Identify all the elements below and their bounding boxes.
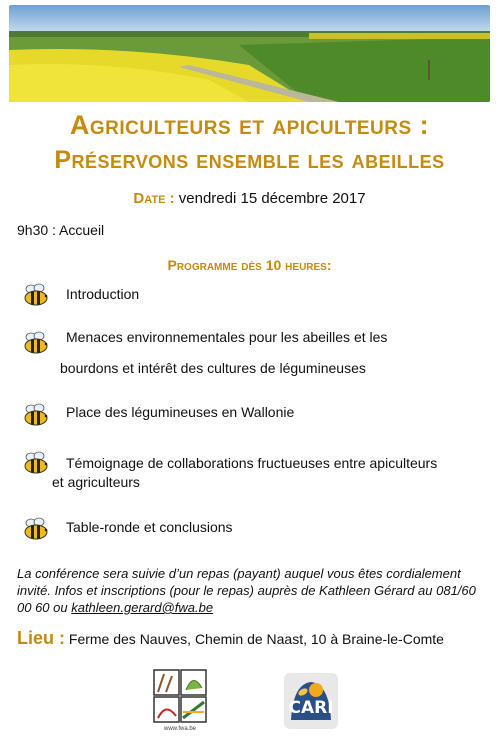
programme-item-3: Place des légumineuses en Wallonie <box>66 404 295 420</box>
bee-icon <box>22 451 50 475</box>
title-line-1: Agriculteurs et apiculteurs : <box>69 110 430 140</box>
contact-email-link[interactable]: kathleen.gerard@fwa.be <box>71 600 214 615</box>
title-line-2: Préservons ensemble les abeilles <box>54 146 445 174</box>
venue-label: Lieu : <box>17 628 65 648</box>
venue <box>17 628 444 649</box>
note-text: La conférence sera suivie d’un repas (payant) auquel vous êtes cordialement invité. Infos et inscriptions (pour le repas) auprès de Kathleen Gérard au 081/60 00 60 ou <box>17 566 476 615</box>
cari-text: CARI <box>288 698 334 718</box>
date-value: vendredi 15 décembre 2017 <box>178 190 366 207</box>
header-photo <box>9 5 490 102</box>
bee-icon <box>22 283 50 307</box>
cari-logo <box>283 672 339 730</box>
programme-heading: Programme dès 10 heures: <box>167 257 332 273</box>
programme-item-2-line2: bourdons et intérêt des cultures de légumineuses <box>60 360 366 376</box>
accueil-time: 9h30 : Accueil <box>17 222 105 238</box>
programme-item-4-line2: et agriculteurs <box>52 474 140 490</box>
registration-note <box>17 565 487 616</box>
programme-item-2-line1: Menaces environnementales pour les abeilles et les <box>66 329 388 345</box>
bee-icon <box>22 331 50 355</box>
programme-item-1: Introduction <box>66 286 140 302</box>
event-date <box>0 190 499 207</box>
programme-item-5: Table-ronde et conclusions <box>66 519 233 535</box>
venue-address: Ferme des Nauves, Chemin de Naast, 10 à Braine-le-Comte <box>68 631 444 647</box>
bee-icon <box>22 403 50 427</box>
bee-icon <box>22 517 50 541</box>
date-label: Date : <box>133 190 175 207</box>
fwa-logo <box>152 668 208 738</box>
programme-item-4-line1: Témoignage de collaborations fructueuses entre apiculteurs <box>66 455 438 471</box>
fwa-url: www.fwa.be <box>163 726 196 732</box>
